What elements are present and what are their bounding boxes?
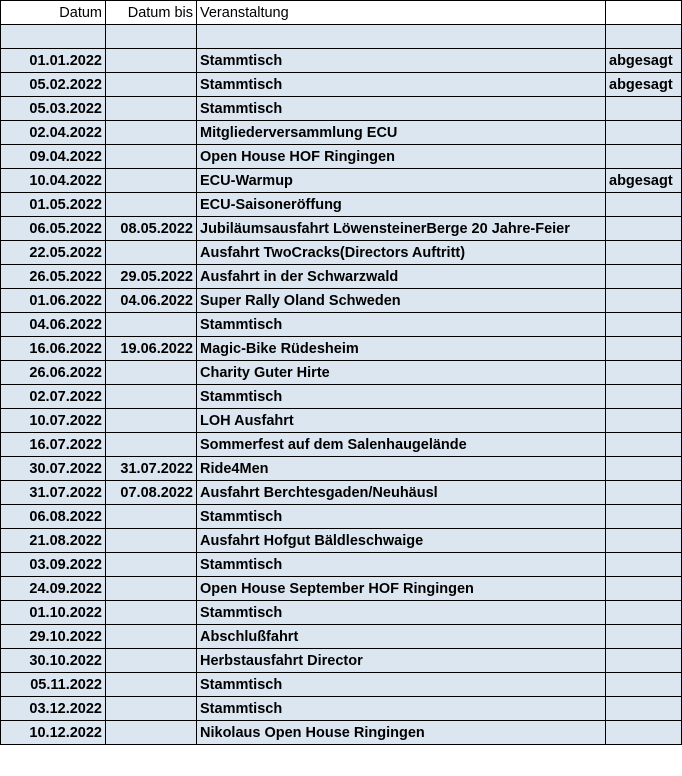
table-row <box>1 457 682 481</box>
cell-date-until[interactable] <box>106 721 197 745</box>
cell-date[interactable]: 04.06.2022 <box>1 313 106 337</box>
cell-date[interactable]: 10.12.2022 <box>1 721 106 745</box>
cell-status[interactable] <box>606 409 682 433</box>
cell-date[interactable]: 16.07.2022 <box>1 433 106 457</box>
table-row <box>1 433 682 457</box>
cell-date[interactable]: 26.05.2022 <box>1 265 106 289</box>
cell-date[interactable]: 29.10.2022 <box>1 625 106 649</box>
table-row <box>1 169 682 193</box>
table-row <box>1 481 682 505</box>
cell-date-until[interactable] <box>106 385 197 409</box>
cell-status[interactable] <box>606 385 682 409</box>
cell-date[interactable]: 01.01.2022 <box>1 49 106 73</box>
cell-status[interactable] <box>606 265 682 289</box>
cell-status[interactable] <box>606 145 682 169</box>
cell-date[interactable]: 01.10.2022 <box>1 601 106 625</box>
cell-date[interactable]: 26.06.2022 <box>1 361 106 385</box>
header-event[interactable]: Veranstaltung <box>197 1 606 25</box>
cell-date[interactable]: 01.05.2022 <box>1 193 106 217</box>
header-row <box>1 1 682 25</box>
table-row <box>1 73 682 97</box>
cell-event[interactable]: Ausfahrt TwoCracks(Directors Auftritt) <box>197 241 606 265</box>
cell-date[interactable]: 06.05.2022 <box>1 217 106 241</box>
cell-event[interactable]: Stammtisch <box>197 73 606 97</box>
cell-status[interactable] <box>606 649 682 673</box>
header-date-until[interactable]: Datum bis <box>106 1 197 25</box>
table-row <box>1 121 682 145</box>
cell-status[interactable] <box>606 553 682 577</box>
cell-date[interactable]: 09.04.2022 <box>1 145 106 169</box>
table-row <box>1 721 682 745</box>
cell-date[interactable]: 05.11.2022 <box>1 673 106 697</box>
cell-date[interactable]: 10.04.2022 <box>1 169 106 193</box>
table-row <box>1 529 682 553</box>
cell-event[interactable]: Ausfahrt Berchtesgaden/Neuhäusl <box>197 481 606 505</box>
table-row <box>1 193 682 217</box>
cell-event[interactable]: LOH Ausfahrt <box>197 409 606 433</box>
cell-event[interactable]: Super Rally Oland Schweden <box>197 289 606 313</box>
cell-date-until[interactable] <box>106 193 197 217</box>
cell-date-until[interactable] <box>106 97 197 121</box>
cell-event[interactable]: Nikolaus Open House Ringingen <box>197 721 606 745</box>
table-row <box>1 241 682 265</box>
table-row <box>1 625 682 649</box>
cell-event[interactable]: Abschlußfahrt <box>197 625 606 649</box>
cell-date-until[interactable] <box>106 409 197 433</box>
cell-status[interactable] <box>606 721 682 745</box>
blank-cell-date-until[interactable] <box>106 25 197 49</box>
cell-event[interactable]: Ausfahrt Hofgut Bäldleschwaige <box>197 529 606 553</box>
cell-event[interactable]: Open House HOF Ringingen <box>197 145 606 169</box>
table-row <box>1 361 682 385</box>
blank-cell-event[interactable] <box>197 25 606 49</box>
blank-cell-status[interactable] <box>606 25 682 49</box>
table-row <box>1 553 682 577</box>
cell-status[interactable] <box>606 481 682 505</box>
cell-event[interactable]: Stammtisch <box>197 553 606 577</box>
cell-date-until[interactable] <box>106 73 197 97</box>
cell-event[interactable]: Magic-Bike Rüdesheim <box>197 337 606 361</box>
events-table-body <box>1 1 682 745</box>
cell-event[interactable]: Stammtisch <box>197 49 606 73</box>
cell-date[interactable]: 30.07.2022 <box>1 457 106 481</box>
blank-cell-date[interactable] <box>1 25 106 49</box>
cell-date-until[interactable] <box>106 241 197 265</box>
blank-row <box>1 25 682 49</box>
cell-event[interactable]: Herbstausfahrt Director <box>197 649 606 673</box>
cell-event[interactable]: Stammtisch <box>197 505 606 529</box>
table-row <box>1 145 682 169</box>
cell-date[interactable]: 05.03.2022 <box>1 97 106 121</box>
table-row <box>1 649 682 673</box>
cell-date-until[interactable]: 19.06.2022 <box>106 337 197 361</box>
cell-status[interactable] <box>606 673 682 697</box>
header-status[interactable] <box>606 1 682 25</box>
table-row <box>1 505 682 529</box>
cell-event[interactable]: Charity Guter Hirte <box>197 361 606 385</box>
cell-status[interactable]: abgesagt <box>606 169 682 193</box>
cell-status[interactable] <box>606 313 682 337</box>
cell-event[interactable]: Mitgliederversammlung ECU <box>197 121 606 145</box>
table-row <box>1 337 682 361</box>
cell-date-until[interactable] <box>106 313 197 337</box>
cell-date-until[interactable] <box>106 529 197 553</box>
cell-status[interactable] <box>606 505 682 529</box>
cell-status[interactable] <box>606 457 682 481</box>
cell-date[interactable]: 01.06.2022 <box>1 289 106 313</box>
cell-status[interactable] <box>606 217 682 241</box>
cell-date-until[interactable]: 07.08.2022 <box>106 481 197 505</box>
cell-date[interactable]: 22.05.2022 <box>1 241 106 265</box>
table-row <box>1 313 682 337</box>
table-row <box>1 577 682 601</box>
cell-date-until[interactable] <box>106 49 197 73</box>
cell-date[interactable]: 31.07.2022 <box>1 481 106 505</box>
cell-status[interactable] <box>606 121 682 145</box>
table-row <box>1 385 682 409</box>
cell-status[interactable] <box>606 97 682 121</box>
cell-date[interactable]: 10.07.2022 <box>1 409 106 433</box>
cell-status[interactable] <box>606 433 682 457</box>
cell-event[interactable]: Ride4Men <box>197 457 606 481</box>
table-row <box>1 409 682 433</box>
table-row <box>1 49 682 73</box>
cell-date-until[interactable] <box>106 649 197 673</box>
cell-date-until[interactable] <box>106 121 197 145</box>
cell-date-until[interactable] <box>106 433 197 457</box>
table-row <box>1 97 682 121</box>
cell-date-until[interactable] <box>106 601 197 625</box>
cell-date[interactable]: 03.12.2022 <box>1 697 106 721</box>
header-date[interactable]: Datum <box>1 1 106 25</box>
cell-date-until[interactable] <box>106 673 197 697</box>
cell-date-until[interactable] <box>106 361 197 385</box>
cell-status[interactable] <box>606 193 682 217</box>
cell-event[interactable]: Stammtisch <box>197 385 606 409</box>
cell-status[interactable] <box>606 337 682 361</box>
cell-status[interactable]: abgesagt <box>606 73 682 97</box>
cell-event[interactable]: ECU-Warmup <box>197 169 606 193</box>
cell-event[interactable]: Stammtisch <box>197 601 606 625</box>
cell-status[interactable] <box>606 625 682 649</box>
cell-status[interactable] <box>606 697 682 721</box>
cell-status[interactable] <box>606 289 682 313</box>
cell-date-until[interactable] <box>106 577 197 601</box>
cell-event[interactable]: Jubiläumsausfahrt LöwensteinerBerge 20 Jahre-Feier <box>197 217 606 241</box>
table-row <box>1 217 682 241</box>
cell-date-until[interactable] <box>106 553 197 577</box>
cell-event[interactable]: Stammtisch <box>197 673 606 697</box>
cell-date-until[interactable] <box>106 145 197 169</box>
cell-status[interactable]: abgesagt <box>606 49 682 73</box>
cell-date[interactable]: 24.09.2022 <box>1 577 106 601</box>
table-row <box>1 697 682 721</box>
cell-event[interactable]: Stammtisch <box>197 313 606 337</box>
cell-event[interactable]: Sommerfest auf dem Salenhaugelände <box>197 433 606 457</box>
cell-event[interactable]: Stammtisch <box>197 97 606 121</box>
cell-date-until[interactable] <box>106 169 197 193</box>
cell-date-until[interactable]: 29.05.2022 <box>106 265 197 289</box>
cell-status[interactable] <box>606 361 682 385</box>
cell-date[interactable]: 30.10.2022 <box>1 649 106 673</box>
cell-date[interactable]: 16.06.2022 <box>1 337 106 361</box>
cell-date[interactable]: 21.08.2022 <box>1 529 106 553</box>
cell-event[interactable]: Open House September HOF Ringingen <box>197 577 606 601</box>
cell-event[interactable]: Ausfahrt in der Schwarzwald <box>197 265 606 289</box>
cell-status[interactable] <box>606 601 682 625</box>
cell-date-until[interactable]: 04.06.2022 <box>106 289 197 313</box>
cell-event[interactable]: ECU-Saisoneröffung <box>197 193 606 217</box>
table-row <box>1 673 682 697</box>
cell-date-until[interactable] <box>106 697 197 721</box>
cell-status[interactable] <box>606 577 682 601</box>
table-row <box>1 601 682 625</box>
cell-status[interactable] <box>606 241 682 265</box>
cell-date-until[interactable]: 31.07.2022 <box>106 457 197 481</box>
cell-date[interactable]: 05.02.2022 <box>1 73 106 97</box>
cell-date[interactable]: 02.07.2022 <box>1 385 106 409</box>
cell-date-until[interactable]: 08.05.2022 <box>106 217 197 241</box>
cell-status[interactable] <box>606 529 682 553</box>
cell-date[interactable]: 02.04.2022 <box>1 121 106 145</box>
table-row <box>1 289 682 313</box>
cell-date-until[interactable] <box>106 625 197 649</box>
cell-date[interactable]: 06.08.2022 <box>1 505 106 529</box>
cell-date-until[interactable] <box>106 505 197 529</box>
cell-event[interactable]: Stammtisch <box>197 697 606 721</box>
table-row <box>1 265 682 289</box>
cell-date[interactable]: 03.09.2022 <box>1 553 106 577</box>
